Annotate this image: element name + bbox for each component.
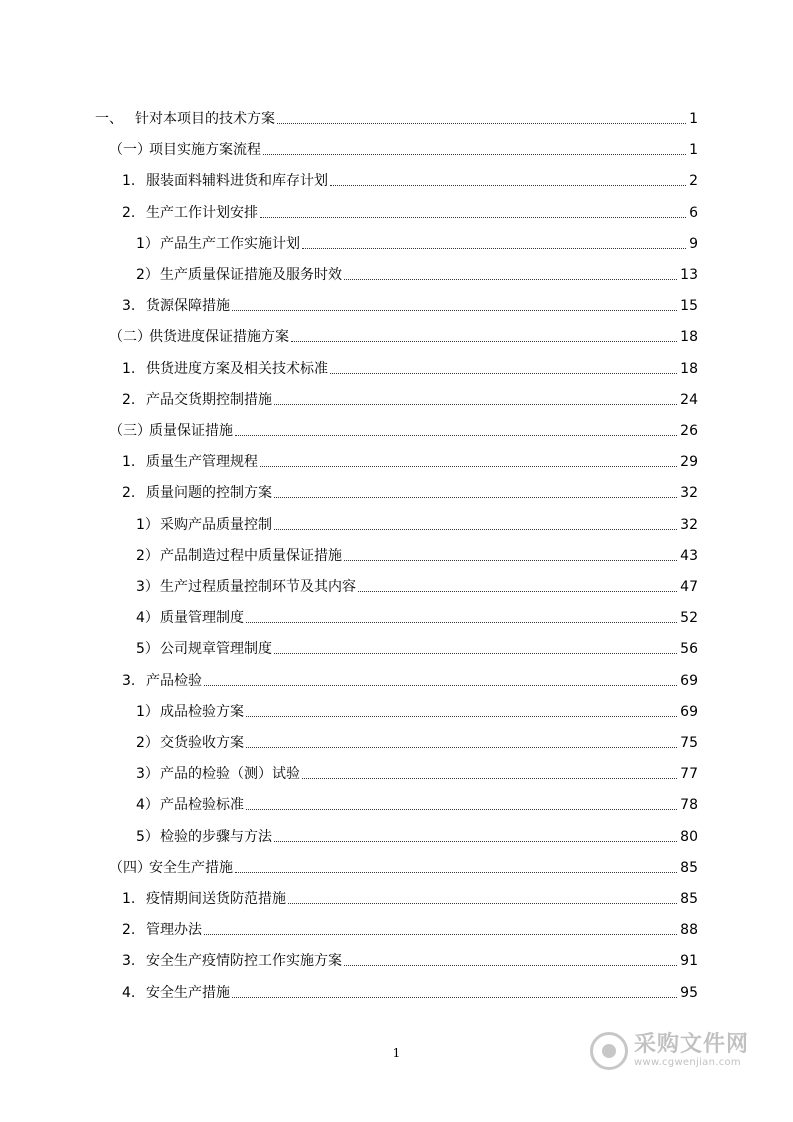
toc-entry-title: 检验的步骤与方法 [160,829,272,845]
toc-entry-title: 服装面料辅料进货和库存计划 [146,173,328,189]
toc-entry-title: 生产工作计划安排 [146,205,258,221]
toc-entry-title: 供货进度保证措施方案 [149,329,289,345]
toc-entry-page: 9 [689,236,698,252]
toc-entry-title: 质量保证措施 [149,423,233,439]
toc-entry-page: 80 [680,829,698,845]
toc-dot-leader [277,122,686,124]
toc-entry-number: 1. [122,173,136,189]
toc-entry-number: （二） [109,329,151,345]
toc-entry[interactable] [0,638,793,658]
toc-entry-number: （三） [109,423,151,439]
toc-dot-leader [344,278,677,280]
toc-dot-leader [246,746,677,748]
toc-entry-number: 4） [136,797,159,813]
toc-entry-number: 2. [122,922,136,938]
toc-entry-number: 3. [122,673,136,689]
toc-entry-title: 产品交货期控制措施 [146,392,272,408]
watermark-url: www.cgwenjian.com [634,1057,741,1068]
toc-entry-number: 5） [136,641,159,657]
toc-entry-number: 1. [122,454,136,470]
toc-entry-number: 2） [136,735,159,751]
toc-entry[interactable] [0,358,793,378]
toc-entry-page: 88 [680,922,698,938]
toc-entry-title: 项目实施方案流程 [149,142,261,158]
toc-entry[interactable] [0,670,793,690]
toc-entry-number: 2. [122,205,136,221]
toc-entry-page: 91 [680,953,698,969]
toc-entry[interactable] [0,857,793,877]
toc-dot-leader [302,777,677,779]
toc-entry-page: 78 [680,797,698,813]
toc-entry[interactable] [0,326,793,346]
toc-entry-page: 13 [680,267,698,283]
toc-entry-page: 95 [680,985,698,1001]
toc-entry-page: 32 [680,517,698,533]
toc-entry-title: 安全生产疫情防控工作实施方案 [146,953,342,969]
toc-entry[interactable] [0,389,793,409]
toc-entry-page: 43 [680,548,698,564]
toc-entry-page: 85 [680,860,698,876]
toc-entry[interactable] [0,451,793,471]
toc-entry-title: 质量问题的控制方案 [146,485,272,501]
toc-dot-leader [204,933,677,935]
toc-entry-page: 32 [680,485,698,501]
toc-entry-page: 77 [680,766,698,782]
toc-entry-page: 85 [680,891,698,907]
toc-entry-number: 2. [122,392,136,408]
toc-entry-title: 成品检验方案 [160,704,244,720]
toc-dot-leader [274,528,677,530]
toc-entry-page: 18 [680,329,698,345]
toc-entry-page: 75 [680,735,698,751]
toc-dot-leader [260,465,677,467]
toc-entry-title: 货源保障措施 [146,298,230,314]
toc-dot-leader [274,403,677,405]
toc-entry-page: 69 [680,673,698,689]
toc-entry-title: 质量管理制度 [160,610,244,626]
toc-entry[interactable] [0,170,793,190]
toc-entry-number: 3） [136,579,159,595]
toc-entry-title: 产品生产工作实施计划 [160,236,300,252]
toc-dot-leader [330,372,677,374]
toc-entry[interactable] [0,763,793,783]
toc-entry-title: 公司规章管理制度 [160,641,272,657]
toc-entry-page: 2 [689,173,698,189]
toc-entry-title: 产品检验 [146,673,202,689]
toc-entry[interactable] [0,420,793,440]
toc-entry-number: 2. [122,485,136,501]
toc-entry-number: 1） [136,517,159,533]
toc-entry-title: 针对本项目的技术方案 [135,111,275,127]
toc-dot-leader [246,715,677,717]
toc-dot-leader [235,871,677,873]
toc-entry-page: 6 [689,205,698,221]
toc-dot-leader [274,840,677,842]
toc-entry-page: 29 [680,454,698,470]
toc-entry-page: 1 [689,111,698,127]
toc-entry[interactable] [0,732,793,752]
toc-entry-page: 1 [689,142,698,158]
toc-dot-leader [263,153,686,155]
toc-entry-title: 产品的检验（测）试验 [160,766,300,782]
toc-entry-page: 24 [680,392,698,408]
toc-entry-title: 安全生产措施 [146,985,230,1001]
toc-entry-title: 生产过程质量控制环节及其内容 [160,579,356,595]
toc-dot-leader [246,808,677,810]
toc-dot-leader [344,964,677,966]
toc-dot-leader [260,216,686,218]
toc-entry[interactable] [0,514,793,534]
watermark [590,1026,780,1076]
cgwenjian-logo-icon [590,1032,628,1070]
toc-entry-number: 1） [136,704,159,720]
toc-entry[interactable] [0,545,793,565]
toc-entry-number: （四） [109,860,151,876]
toc-entry-number: 5） [136,829,159,845]
toc-entry[interactable] [0,576,793,596]
toc-dot-leader [302,247,686,249]
toc-entry[interactable] [0,950,793,970]
toc-entry[interactable] [0,607,793,627]
toc-dot-leader [232,309,677,311]
toc-entry[interactable] [0,295,793,315]
toc-entry[interactable] [0,202,793,222]
toc-entry[interactable] [0,794,793,814]
toc-entry[interactable] [0,919,793,939]
toc-dot-leader [330,184,686,186]
toc-entry-title: 产品检验标准 [160,797,244,813]
toc-entry-page: 47 [680,579,698,595]
toc-entry-page: 52 [680,610,698,626]
toc-entry-number: 1. [122,361,136,377]
toc-entry[interactable] [0,701,793,721]
toc-entry[interactable] [0,233,793,253]
toc-entry[interactable] [0,139,793,159]
toc-entry-number: 3） [136,766,159,782]
toc-entry-title: 采购产品质量控制 [160,517,272,533]
watermark-name: 采购文件网 [634,1032,750,1057]
toc-entry-title: 交货验收方案 [160,735,244,751]
toc-entry-title: 生产质量保证措施及服务时效 [160,267,342,283]
toc-entry-title: 产品制造过程中质量保证措施 [160,548,342,564]
toc-entry-number: 3. [122,953,136,969]
toc-entry-number: 4） [136,610,159,626]
toc-entry-number: 1） [136,236,159,252]
toc-entry-title: 管理办法 [146,922,202,938]
toc-entry-page: 56 [680,641,698,657]
toc-dot-leader [274,652,677,654]
toc-dot-leader [232,996,677,998]
toc-entry-title: 质量生产管理规程 [146,454,258,470]
toc-entry-page: 18 [680,361,698,377]
toc-entry-number: 4. [122,985,136,1001]
toc-entry[interactable] [0,264,793,284]
toc-entry-number: 3. [122,298,136,314]
toc-dot-leader [246,621,677,623]
toc-dot-leader [358,590,677,592]
toc-entry[interactable] [0,826,793,846]
toc-entry-number: （一） [109,142,151,158]
toc-entry-page: 26 [680,423,698,439]
toc-dot-leader [291,340,677,342]
toc-entry-number: 2） [136,267,159,283]
toc-entry-page: 69 [680,704,698,720]
toc-entry[interactable] [0,108,793,128]
toc-entry-title: 疫情期间送货防范措施 [146,891,286,907]
toc-dot-leader [288,902,677,904]
toc-dot-leader [204,684,677,686]
toc-dot-leader [274,496,677,498]
toc-entry-number: 1. [122,891,136,907]
toc-dot-leader [235,434,677,436]
toc-entry[interactable] [0,888,793,908]
toc-entry-number: 一、 [95,111,123,127]
toc-entry[interactable] [0,482,793,502]
page-number: 1 [392,1046,401,1060]
toc-entry-title: 供货进度方案及相关技术标准 [146,361,328,377]
toc-entry-number: 2） [136,548,159,564]
toc-entry-page: 15 [680,298,698,314]
toc-entry-title: 安全生产措施 [149,860,233,876]
toc-entry[interactable] [0,982,793,1002]
toc-dot-leader [344,559,677,561]
